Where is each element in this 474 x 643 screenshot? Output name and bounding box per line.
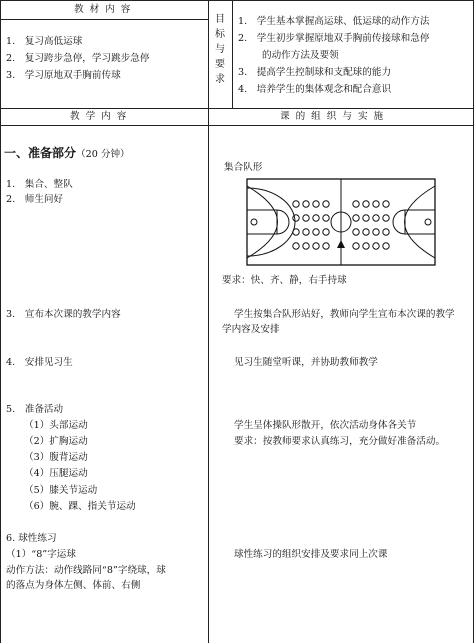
- figure-eight-dribble: （1）“8”字运球: [6, 549, 76, 560]
- step-assemble: 1. 集合、整队: [6, 179, 73, 190]
- left-header-divider: [0, 19, 208, 20]
- goals-label-char: 标: [215, 29, 225, 40]
- warmup-item: （2）扩胸运动: [24, 436, 88, 447]
- goal-2: 2. 学生初步掌握原地双手胸前传接球和急停: [238, 33, 430, 44]
- goal-2-cont: 的动作方法及要领: [262, 50, 339, 61]
- goals-label-char: 与: [215, 44, 225, 55]
- goal-3: 3. 提高学生控制球和支配球的能力: [238, 67, 392, 78]
- organization-header: 课的组织与实施: [280, 111, 390, 122]
- teaching-content-header: 教学内容: [70, 111, 133, 122]
- goal-4: 4. 培养学生的集体观念和配合意识: [238, 84, 392, 95]
- label-divider: [232, 0, 233, 109]
- column-divider: [208, 0, 209, 643]
- goals-label-char: 目: [215, 14, 225, 25]
- goals-label: [214, 12, 226, 87]
- step-greet: 2. 师生问好: [6, 194, 64, 205]
- method-line-2: 的落点为身体左侧、体前、右侧: [6, 580, 141, 591]
- basketball-court-diagram: [246, 178, 436, 266]
- observer-arrangement: 见习生随堂听课，并协助教师教学: [234, 357, 378, 368]
- warmup-item: （4）压腿运动: [24, 468, 88, 479]
- step-observers: 4. 安排见习生: [6, 357, 73, 368]
- warmup-item: （6）腕、踝、指关节运动: [24, 501, 136, 512]
- warmup-item: （3）腹背运动: [24, 452, 88, 463]
- textbook-header: 教材内容: [74, 4, 137, 15]
- ball-practice-note: 球性练习的组织安排及要求同上次课: [234, 549, 388, 560]
- border-left: [0, 0, 1, 643]
- method-line-1: 动作方法：动作线路同“8”字绕球，球: [6, 565, 166, 576]
- section-title: 一、准备部分: [4, 146, 77, 160]
- textbook-item-3: 3. 学习原地双手胸前传球: [6, 70, 121, 81]
- step-ball-practice: 6. 球性练习: [6, 533, 57, 544]
- section-heading: [4, 147, 130, 161]
- warmup-item: （5）膝关节运动: [24, 485, 98, 496]
- step-warmup: 5. 准备活动: [6, 404, 64, 415]
- section-duration: （20 分钟）: [76, 149, 130, 160]
- textbook-item-2: 2. 复习跨步急停，学习跳步急停: [6, 53, 150, 64]
- teacher-marker: [337, 240, 345, 248]
- main-header-bottom: [0, 125, 474, 126]
- warmup-item: （1）头部运动: [24, 420, 88, 431]
- goals-label-char: 求: [215, 74, 225, 85]
- textbook-item-1: 1. 复习高低运球: [6, 36, 83, 47]
- goal-1: 1. 学生基本掌握高运球、低运球的动作方法: [238, 16, 430, 27]
- organize-line-1: 学生按集合队形站好，教师向学生宣布本次课的教学: [234, 309, 455, 320]
- border-top: [0, 0, 474, 1]
- formation-requirement: 要求：快、齐、静，右手持球: [222, 275, 347, 286]
- step-announce: 3. 宣布本次课的教学内容: [6, 309, 121, 320]
- goals-label-char: 要: [215, 59, 225, 70]
- warmup-organization: 学生呈体操队形散开，依次活动身体各关节: [234, 420, 417, 431]
- top-table-bottom: [0, 108, 474, 109]
- warmup-requirement: 要求：按教师要求认真练习，充分做好准备活动。: [234, 436, 446, 447]
- organize-line-2: 学内容及安排: [222, 324, 280, 335]
- formation-label: 集合队形: [224, 162, 263, 173]
